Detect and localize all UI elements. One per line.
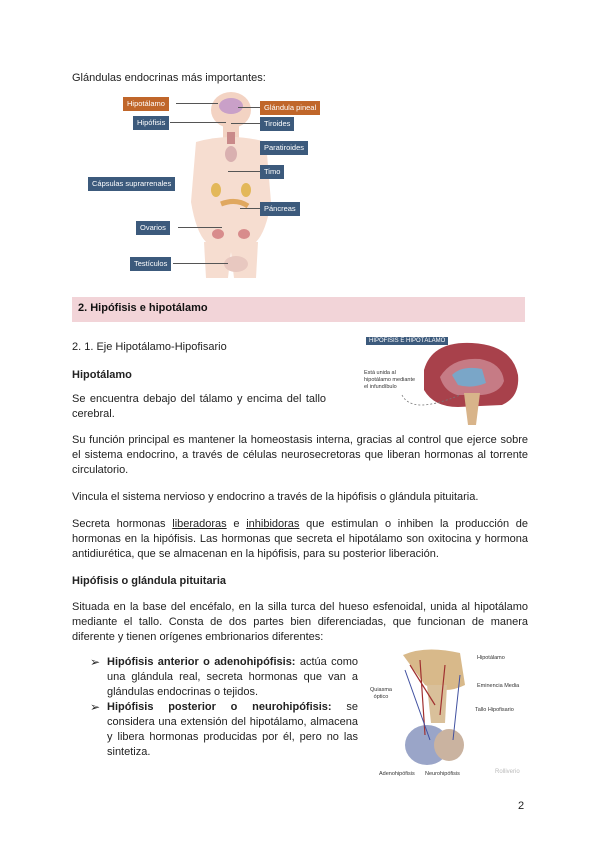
pituitary-figure <box>365 645 525 780</box>
svg-text:Rolliverio: Rolliverio <box>495 769 520 775</box>
label-neurohipofisis: Neurohipófisis <box>425 771 460 777</box>
hipofisis-paragraph-1: Situada en la base del encéfalo, en la silla turca del hueso esfenoidal, unida al hipotálamo mediante el tallo. Consta de dos partes bien diferenciadas, que funcionan de manera diferente y tienen orígenes embrionarios diferentes: <box>72 601 528 643</box>
label-paratiroides: Paratiroides <box>260 141 308 155</box>
brain-caption-line1: Está unida al <box>364 370 396 376</box>
hipotalamo-title: Hipotálamo <box>72 369 132 381</box>
arrow-bullet-icon: ➢ <box>90 700 101 714</box>
bullet-item-1: ➢ Hipófisis anterior o adenohipófisis: actúa como una glándula real, secreta hormonas que van a glándulas endocrinas o tejidos. <box>90 655 359 698</box>
label-testiculos: Testículos <box>130 257 171 271</box>
label-hipotalamo-fig3: Hipotálamo <box>477 655 505 661</box>
inhibidoras-term: inhibidoras <box>246 518 300 530</box>
label-capsulas-suprarrenales: Cápsulas suprarrenales <box>88 177 175 191</box>
label-pancreas: Páncreas <box>260 202 300 216</box>
label-quiasma-optico: Quiasma óptico <box>369 687 392 700</box>
hipofisis-title: Hipófisis o glándula pituitaria <box>72 575 227 587</box>
label-adenohipofisis: Adenohipófisis <box>379 771 415 777</box>
page-number: 2 <box>518 800 525 812</box>
hipotalamo-paragraph-1: Se encuentra debajo del tálamo y encima del tallo cerebral. <box>72 393 326 420</box>
label-hipotalamo: Hipotálamo <box>123 97 169 111</box>
label-glandula-pineal: Glándula pineal <box>260 101 320 115</box>
subsection-title: 2. 1. Eje Hipotálamo-Hipofisario <box>72 341 227 353</box>
label-ovarios: Ovarios <box>136 221 170 235</box>
arrow-bullet-icon: ➢ <box>90 655 101 669</box>
hipotalamo-paragraph-3: Vincula el sistema nervioso y endocrino a través de la hipófisis o glándula pituitaria. <box>72 491 479 503</box>
brain-caption-line2: hipotálamo mediante <box>364 377 416 383</box>
hipotalamo-paragraph-4: Secreta hormonas liberadoras e inhibidoras que estimulan o inhiben la producción de hormonas en la hipófisis. Las hormonas que secreta el hipotálamo son oxitocina y hormona antidiurética, que se almacenan en la hipófisis, para su posterior liberación. <box>72 518 529 560</box>
label-hipofisis: Hipófisis <box>133 116 169 130</box>
intro-heading: Glándulas endocrinas más importantes: <box>72 72 266 84</box>
bullet-item-2: ➢ Hipófisis posterior o neurohipófisis: se considera una extensión del hipotálamo, almacena y libera hormonas producidas por él, pero no las sintetiza. <box>90 700 358 758</box>
brain-caption-line3: el infundíbulo <box>364 384 397 390</box>
endocrine-glands-figure <box>92 92 338 278</box>
label-timo: Timo <box>260 165 284 179</box>
label-tiroides: Tiroides <box>260 117 294 131</box>
label-tallo-hipofisario: Tallo Hipofisario <box>475 707 514 713</box>
hipotalamo-paragraph-2: Su función principal es mantener la homeostasis interna, gracias al control que ejerce sobre el sistema endocrino, a través de células neurosecretoras que liberan hormonas al torrente circulatorio. <box>72 434 528 476</box>
section-header-title: 2. Hipófisis e hipotálamo <box>78 302 208 314</box>
label-eminencia-media: Eminencia Media <box>477 683 520 689</box>
brain-figure-header: HIPÓFISIS E HIPOTÁLAMO <box>366 337 448 345</box>
liberadoras-term: liberadoras <box>172 518 227 530</box>
brain-figure <box>362 335 524 425</box>
section-header <box>72 297 525 322</box>
